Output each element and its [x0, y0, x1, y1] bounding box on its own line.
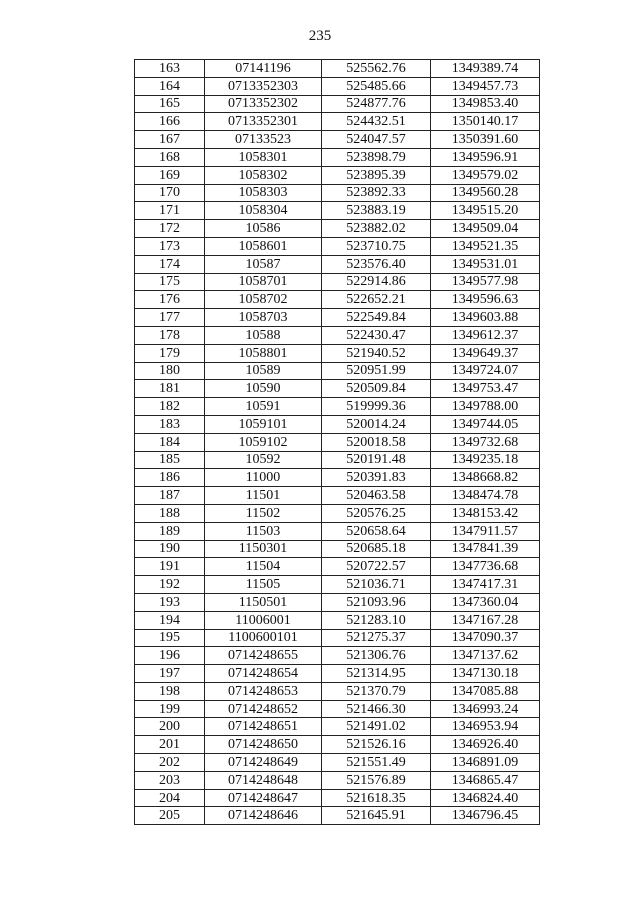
row-number-cell: 188: [135, 504, 205, 522]
point-id-cell: 0714248647: [205, 789, 322, 807]
point-id-cell: 10592: [205, 451, 322, 469]
row-number-cell: 195: [135, 629, 205, 647]
x-coordinate-cell: 521491.02: [322, 718, 431, 736]
y-coordinate-cell: 1350391.60: [431, 131, 540, 149]
row-number-cell: 202: [135, 754, 205, 772]
table-row: [135, 60, 540, 78]
x-coordinate-cell: 520018.58: [322, 433, 431, 451]
y-coordinate-cell: 1349612.37: [431, 326, 540, 344]
row-number-cell: 168: [135, 148, 205, 166]
x-coordinate-cell: 522549.84: [322, 309, 431, 327]
table-row: [135, 237, 540, 255]
row-number-cell: 169: [135, 166, 205, 184]
y-coordinate-cell: 1349515.20: [431, 202, 540, 220]
point-id-cell: 10587: [205, 255, 322, 273]
x-coordinate-cell: 521093.96: [322, 593, 431, 611]
y-coordinate-cell: 1347736.68: [431, 558, 540, 576]
row-number-cell: 174: [135, 255, 205, 273]
row-number-cell: 170: [135, 184, 205, 202]
x-coordinate-cell: 524432.51: [322, 113, 431, 131]
row-number-cell: 177: [135, 309, 205, 327]
point-id-cell: 11504: [205, 558, 322, 576]
x-coordinate-cell: 523882.02: [322, 220, 431, 238]
x-coordinate-cell: 520685.18: [322, 540, 431, 558]
point-id-cell: 0714248650: [205, 736, 322, 754]
y-coordinate-cell: 1349389.74: [431, 60, 540, 78]
table-row: [135, 344, 540, 362]
table-row: [135, 647, 540, 665]
row-number-cell: 200: [135, 718, 205, 736]
table-row: [135, 469, 540, 487]
table-row: [135, 807, 540, 825]
point-id-cell: 1059101: [205, 415, 322, 433]
y-coordinate-cell: 1347841.39: [431, 540, 540, 558]
y-coordinate-cell: 1349596.63: [431, 291, 540, 309]
table-row: [135, 718, 540, 736]
y-coordinate-cell: 1348474.78: [431, 487, 540, 505]
row-number-cell: 172: [135, 220, 205, 238]
table-row: [135, 576, 540, 594]
point-id-cell: 1059102: [205, 433, 322, 451]
y-coordinate-cell: 1347130.18: [431, 665, 540, 683]
row-number-cell: 190: [135, 540, 205, 558]
y-coordinate-cell: 1346865.47: [431, 771, 540, 789]
table-row: [135, 487, 540, 505]
table-row: [135, 789, 540, 807]
x-coordinate-cell: 522652.21: [322, 291, 431, 309]
table-row: [135, 451, 540, 469]
x-coordinate-cell: 521306.76: [322, 647, 431, 665]
x-coordinate-cell: 521551.49: [322, 754, 431, 772]
y-coordinate-cell: 1349744.05: [431, 415, 540, 433]
point-id-cell: 11006001: [205, 611, 322, 629]
y-coordinate-cell: 1347090.37: [431, 629, 540, 647]
x-coordinate-cell: 523710.75: [322, 237, 431, 255]
point-id-cell: 07141196: [205, 60, 322, 78]
point-id-cell: 1150301: [205, 540, 322, 558]
point-id-cell: 07133523: [205, 131, 322, 149]
point-id-cell: 10588: [205, 326, 322, 344]
table-row: [135, 736, 540, 754]
y-coordinate-cell: 1346993.24: [431, 700, 540, 718]
table-row: [135, 131, 540, 149]
row-number-cell: 196: [135, 647, 205, 665]
x-coordinate-cell: 521576.89: [322, 771, 431, 789]
y-coordinate-cell: 1346824.40: [431, 789, 540, 807]
x-coordinate-cell: 525562.76: [322, 60, 431, 78]
point-id-cell: 11501: [205, 487, 322, 505]
point-id-cell: 0714248655: [205, 647, 322, 665]
row-number-cell: 185: [135, 451, 205, 469]
table-row: [135, 665, 540, 683]
row-number-cell: 204: [135, 789, 205, 807]
table-row: [135, 593, 540, 611]
row-number-cell: 193: [135, 593, 205, 611]
row-number-cell: 189: [135, 522, 205, 540]
row-number-cell: 166: [135, 113, 205, 131]
row-number-cell: 203: [135, 771, 205, 789]
row-number-cell: 173: [135, 237, 205, 255]
y-coordinate-cell: 1346926.40: [431, 736, 540, 754]
table-row: [135, 682, 540, 700]
y-coordinate-cell: 1349853.40: [431, 95, 540, 113]
point-id-cell: 11502: [205, 504, 322, 522]
y-coordinate-cell: 1346796.45: [431, 807, 540, 825]
point-id-cell: 11000: [205, 469, 322, 487]
row-number-cell: 165: [135, 95, 205, 113]
table-row: [135, 326, 540, 344]
point-id-cell: 0714248651: [205, 718, 322, 736]
table-row: [135, 166, 540, 184]
point-id-cell: 0713352302: [205, 95, 322, 113]
y-coordinate-cell: 1350140.17: [431, 113, 540, 131]
point-id-cell: 1058701: [205, 273, 322, 291]
x-coordinate-cell: 521370.79: [322, 682, 431, 700]
table-row: [135, 148, 540, 166]
y-coordinate-cell: 1347167.28: [431, 611, 540, 629]
row-number-cell: 205: [135, 807, 205, 825]
y-coordinate-cell: 1346953.94: [431, 718, 540, 736]
table-row: [135, 504, 540, 522]
table-row: [135, 415, 540, 433]
row-number-cell: 187: [135, 487, 205, 505]
x-coordinate-cell: 523895.39: [322, 166, 431, 184]
row-number-cell: 181: [135, 380, 205, 398]
table-row: [135, 113, 540, 131]
x-coordinate-cell: 522914.86: [322, 273, 431, 291]
point-id-cell: 10586: [205, 220, 322, 238]
row-number-cell: 178: [135, 326, 205, 344]
x-coordinate-cell: 521940.52: [322, 344, 431, 362]
row-number-cell: 199: [135, 700, 205, 718]
y-coordinate-cell: 1349603.88: [431, 309, 540, 327]
y-coordinate-cell: 1349457.73: [431, 77, 540, 95]
table-row: [135, 522, 540, 540]
table-row: [135, 309, 540, 327]
row-number-cell: 192: [135, 576, 205, 594]
y-coordinate-cell: 1346891.09: [431, 754, 540, 772]
point-id-cell: 1058702: [205, 291, 322, 309]
table-row: [135, 255, 540, 273]
y-coordinate-cell: 1349235.18: [431, 451, 540, 469]
table-row: [135, 95, 540, 113]
table-row: [135, 398, 540, 416]
x-coordinate-cell: 521618.35: [322, 789, 431, 807]
x-coordinate-cell: 520391.83: [322, 469, 431, 487]
x-coordinate-cell: 520576.25: [322, 504, 431, 522]
table-row: [135, 291, 540, 309]
x-coordinate-cell: 520509.84: [322, 380, 431, 398]
table-row: [135, 558, 540, 576]
point-id-cell: 1058801: [205, 344, 322, 362]
table-row: [135, 629, 540, 647]
row-number-cell: 163: [135, 60, 205, 78]
table-row: [135, 77, 540, 95]
point-id-cell: 10590: [205, 380, 322, 398]
x-coordinate-cell: 521036.71: [322, 576, 431, 594]
point-id-cell: 0713352301: [205, 113, 322, 131]
x-coordinate-cell: 520191.48: [322, 451, 431, 469]
x-coordinate-cell: 520463.58: [322, 487, 431, 505]
point-id-cell: 1150501: [205, 593, 322, 611]
point-id-cell: 0714248654: [205, 665, 322, 683]
x-coordinate-cell: 523883.19: [322, 202, 431, 220]
x-coordinate-cell: 521466.30: [322, 700, 431, 718]
x-coordinate-cell: 520658.64: [322, 522, 431, 540]
x-coordinate-cell: 523576.40: [322, 255, 431, 273]
row-number-cell: 180: [135, 362, 205, 380]
y-coordinate-cell: 1347137.62: [431, 647, 540, 665]
x-coordinate-cell: 520951.99: [322, 362, 431, 380]
y-coordinate-cell: 1349577.98: [431, 273, 540, 291]
row-number-cell: 167: [135, 131, 205, 149]
y-coordinate-cell: 1347417.31: [431, 576, 540, 594]
point-id-cell: 1058303: [205, 184, 322, 202]
x-coordinate-cell: 521314.95: [322, 665, 431, 683]
y-coordinate-cell: 1349560.28: [431, 184, 540, 202]
point-id-cell: 0714248646: [205, 807, 322, 825]
coordinates-table-body: [135, 60, 540, 825]
x-coordinate-cell: 521283.10: [322, 611, 431, 629]
x-coordinate-cell: 524877.76: [322, 95, 431, 113]
y-coordinate-cell: 1347911.57: [431, 522, 540, 540]
row-number-cell: 201: [135, 736, 205, 754]
table-row: [135, 362, 540, 380]
y-coordinate-cell: 1349732.68: [431, 433, 540, 451]
point-id-cell: 10591: [205, 398, 322, 416]
x-coordinate-cell: 523892.33: [322, 184, 431, 202]
row-number-cell: 198: [135, 682, 205, 700]
x-coordinate-cell: 520722.57: [322, 558, 431, 576]
row-number-cell: 176: [135, 291, 205, 309]
y-coordinate-cell: 1349788.00: [431, 398, 540, 416]
table-row: [135, 611, 540, 629]
y-coordinate-cell: 1349724.07: [431, 362, 540, 380]
table-row: [135, 273, 540, 291]
x-coordinate-cell: 519999.36: [322, 398, 431, 416]
x-coordinate-cell: 523898.79: [322, 148, 431, 166]
point-id-cell: 0714248652: [205, 700, 322, 718]
row-number-cell: 171: [135, 202, 205, 220]
point-id-cell: 0714248648: [205, 771, 322, 789]
row-number-cell: 182: [135, 398, 205, 416]
x-coordinate-cell: 522430.47: [322, 326, 431, 344]
y-coordinate-cell: 1349596.91: [431, 148, 540, 166]
row-number-cell: 194: [135, 611, 205, 629]
table-row: [135, 184, 540, 202]
y-coordinate-cell: 1347360.04: [431, 593, 540, 611]
table-row: [135, 380, 540, 398]
row-number-cell: 186: [135, 469, 205, 487]
point-id-cell: 1058301: [205, 148, 322, 166]
x-coordinate-cell: 521645.91: [322, 807, 431, 825]
point-id-cell: 11503: [205, 522, 322, 540]
x-coordinate-cell: 525485.66: [322, 77, 431, 95]
point-id-cell: 0714248649: [205, 754, 322, 772]
point-id-cell: 1058601: [205, 237, 322, 255]
table-row: [135, 540, 540, 558]
y-coordinate-cell: 1349509.04: [431, 220, 540, 238]
point-id-cell: 10589: [205, 362, 322, 380]
y-coordinate-cell: 1349579.02: [431, 166, 540, 184]
table-row: [135, 754, 540, 772]
x-coordinate-cell: 524047.57: [322, 131, 431, 149]
table-row: [135, 700, 540, 718]
y-coordinate-cell: 1349753.47: [431, 380, 540, 398]
table-row: [135, 771, 540, 789]
point-id-cell: 11505: [205, 576, 322, 594]
y-coordinate-cell: 1349531.01: [431, 255, 540, 273]
page-number: 235: [308, 28, 332, 44]
table-row: [135, 202, 540, 220]
point-id-cell: 1058703: [205, 309, 322, 327]
point-id-cell: 1058304: [205, 202, 322, 220]
x-coordinate-cell: 521275.37: [322, 629, 431, 647]
point-id-cell: 1058302: [205, 166, 322, 184]
row-number-cell: 191: [135, 558, 205, 576]
point-id-cell: 1100600101: [205, 629, 322, 647]
row-number-cell: 197: [135, 665, 205, 683]
y-coordinate-cell: 1348153.42: [431, 504, 540, 522]
table-row: [135, 220, 540, 238]
point-id-cell: 0713352303: [205, 77, 322, 95]
y-coordinate-cell: 1348668.82: [431, 469, 540, 487]
y-coordinate-cell: 1349521.35: [431, 237, 540, 255]
row-number-cell: 184: [135, 433, 205, 451]
row-number-cell: 175: [135, 273, 205, 291]
y-coordinate-cell: 1349649.37: [431, 344, 540, 362]
table-row: [135, 433, 540, 451]
coordinates-table: [134, 59, 540, 825]
point-id-cell: 0714248653: [205, 682, 322, 700]
x-coordinate-cell: 521526.16: [322, 736, 431, 754]
row-number-cell: 179: [135, 344, 205, 362]
row-number-cell: 164: [135, 77, 205, 95]
x-coordinate-cell: 520014.24: [322, 415, 431, 433]
y-coordinate-cell: 1347085.88: [431, 682, 540, 700]
row-number-cell: 183: [135, 415, 205, 433]
